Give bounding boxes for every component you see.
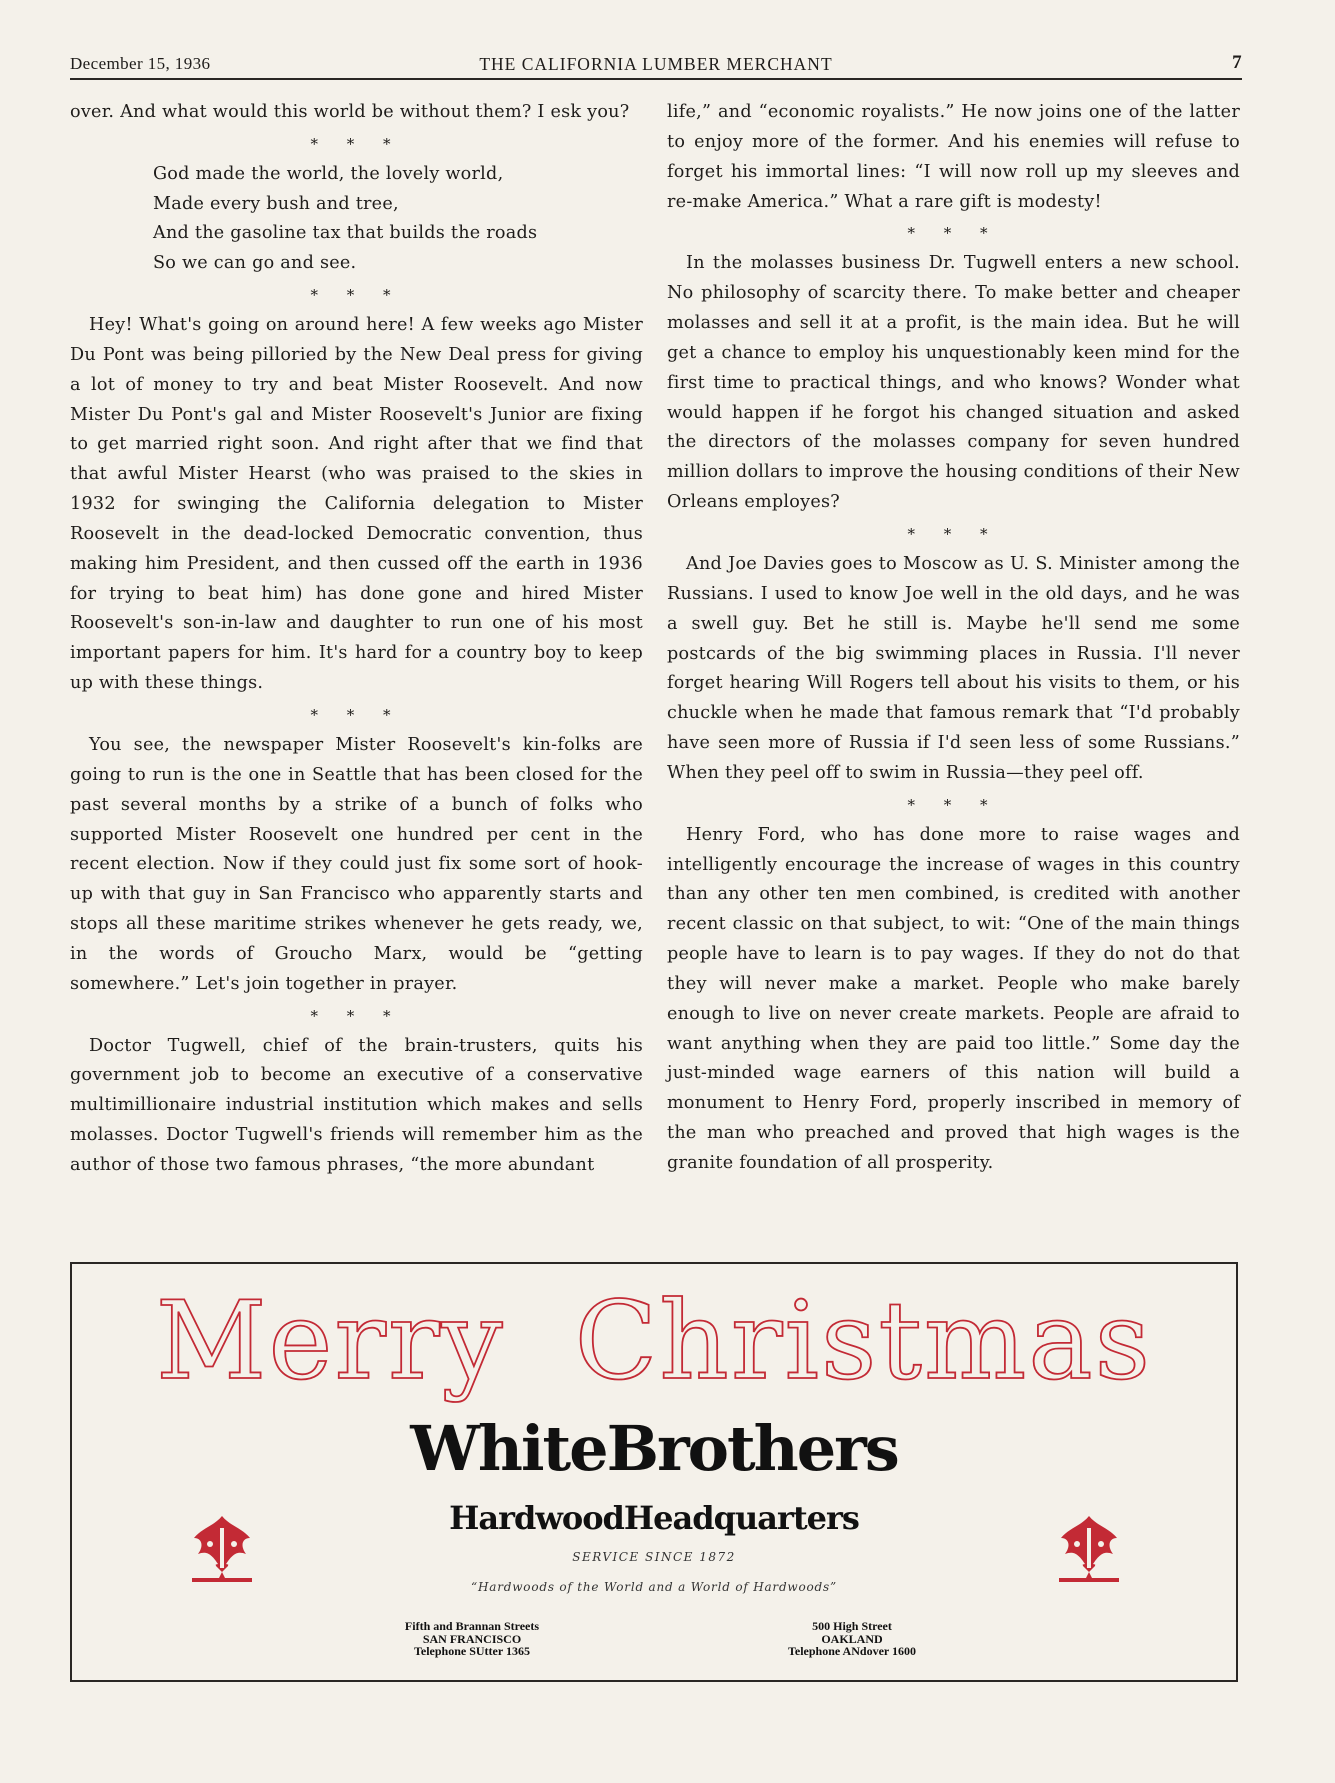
sf-city: SAN FRANCISCO	[422, 1631, 522, 1646]
separator-stars: * * *	[310, 1006, 403, 1025]
oak-city: OAKLAND	[821, 1631, 883, 1646]
page-header	[70, 50, 1242, 80]
slogan: “Hardwoods of the World and a World of Hardwoods”	[471, 1580, 837, 1594]
left-column	[70, 98, 643, 1181]
company-logo: WhiteBrothers	[410, 1412, 898, 1485]
merry-christmas-heading	[72, 1279, 1236, 1404]
poem-line: God made the world, the lovely world,	[153, 163, 504, 184]
paragraph-davies: And Joe Davies goes to Moscow as U. S. Minister among the Russians. I used to know Joe well in the old days, and he was a swell guy. Bet he still is. Maybe he'll send me some postcards of the big swimming places in Russia. I'll never forget hearing Will Rogers tell about his visits to them, or his chuckle when he made that famous remark that “I'd probably have seen more of Russia if I'd seen less of some Russians.” When they peel off to swim in Russia—they peel off.	[667, 553, 1240, 783]
issue-date: December 15, 1936	[70, 54, 211, 73]
paragraph-hey: Hey! What's going on around here! A few weeks ago Mister Du Pont was being pilloried by the New Deal press for giving a lot of money to try and beat Mister Roosevelt. And now Mister Du Pont's gal and Mister Roosevelt's Junior are fixing to get married right soon. And right after that we find that that awful Mister Hearst (who was praised to the skies in 1932 for swinging the California delegation to Mister Roosevelt in the dead-locked Democratic convention, thus making him President, and then cussed off the earth in 1936 for trying to beat him) has done gone and hired Mister Roosevelt's son-in-law and daughter to run one of his most important papers for him. It's hard for a country boy to keep up with these things.	[70, 315, 643, 694]
separator-stars: * * *	[907, 224, 1000, 243]
separator-stars: * * *	[310, 706, 403, 724]
poem	[153, 160, 643, 279]
sf-phone: Telephone SUtter 1365	[413, 1644, 530, 1658]
oak-phone: Telephone ANdover 1600	[787, 1644, 916, 1658]
separator-stars: * * *	[310, 134, 403, 153]
page-number: 7	[1232, 52, 1242, 73]
separator-stars: * * *	[907, 795, 1000, 814]
address-san-francisco	[342, 1620, 602, 1658]
poem-line: So we can go and see.	[153, 253, 357, 274]
greeting-christmas: Christmas	[574, 1279, 1153, 1404]
paragraph-intro: over. And what would this world be without them? I esk you?	[70, 102, 630, 122]
holly-ornament-icon	[184, 1508, 260, 1586]
paragraph-tugwell: Doctor Tugwell, chief of the brain-trusters, quits his government job to become an executive of a conservative multimillionaire industrial institution which makes and sells molasses. Doctor Tugwell's friends will remember him as the author of those two famous phrases, “the more abundant	[70, 1035, 643, 1175]
sf-street: Fifth and Brannan Streets	[404, 1619, 540, 1633]
paragraph-you-see: You see, the newspaper Mister Roosevelt's kin-folks are going to run is the one in Seattle that has been closed for the past several months by a strike of a bunch of folks who supported Mister Roosevelt one hundred per cent in the recent election. Now if they could just fix some sort of hook-up with that guy in San Francisco who apparently starts and stops all these maritime strikes whenever he gets ready, we, in the words of Groucho Marx, would be “getting somewhere.” Let's join together in prayer.	[70, 735, 643, 994]
poem-line: And the gasoline tax that builds the roads	[153, 223, 538, 244]
publication-title: THE CALIFORNIA LUMBER MERCHANT	[479, 54, 833, 74]
greeting-merry: Merry	[155, 1279, 505, 1404]
holly-ornament-icon	[1051, 1508, 1127, 1586]
christmas-advertisement	[70, 1262, 1238, 1682]
service-since: SERVICE SINCE 1872	[572, 1550, 736, 1564]
address-oakland	[722, 1620, 982, 1658]
paragraph-continued: life,” and “economic royalists.” He now joins one of the latter to enjoy more of the former. And his enemies will refuse to forget his immortal lines: “I will now roll up my sleeves and re-make America.” What a rare gift is modesty!	[667, 102, 1240, 212]
paragraph-molasses: In the molasses business Dr. Tugwell enters a new school. No philosophy of scarcity there. To make better and cheaper molasses and sell it at a profit, is the main idea. But he will get a chance to employ his unquestionably keen mind for the first time to practical things, and who knows? Wonder what would happen if he forgot his changed situation and asked the directors of the molasses company for seven hundred million dollars to improve the housing conditions of their New Orleans employes?	[667, 253, 1240, 513]
right-column	[667, 98, 1240, 1179]
company-tagline: HardwoodHeadquarters	[449, 1499, 859, 1537]
paragraph-ford: Henry Ford, who has done more to raise wages and intelligently encourage the increase of wages in this country than any other ten men combined, is credited with another recent classic on that subject, to wit: “One of the main things people have to learn is to pay wages. If they do not do that they will never make a market. People who make barely enough to live on never create markets. People are afraid to want anything when they are paid too little.” Some day the just-minded wage earners of this nation will build a monument to Henry Ford, properly inscribed in memory of the man who preached and proved that high wages is the granite foundation of all prosperity.	[667, 824, 1240, 1173]
separator-stars: * * *	[310, 286, 403, 305]
oak-street: 500 High Street	[812, 1619, 892, 1633]
poem-line: Made every bush and tree,	[153, 193, 399, 214]
separator-stars: * * *	[907, 524, 1000, 543]
